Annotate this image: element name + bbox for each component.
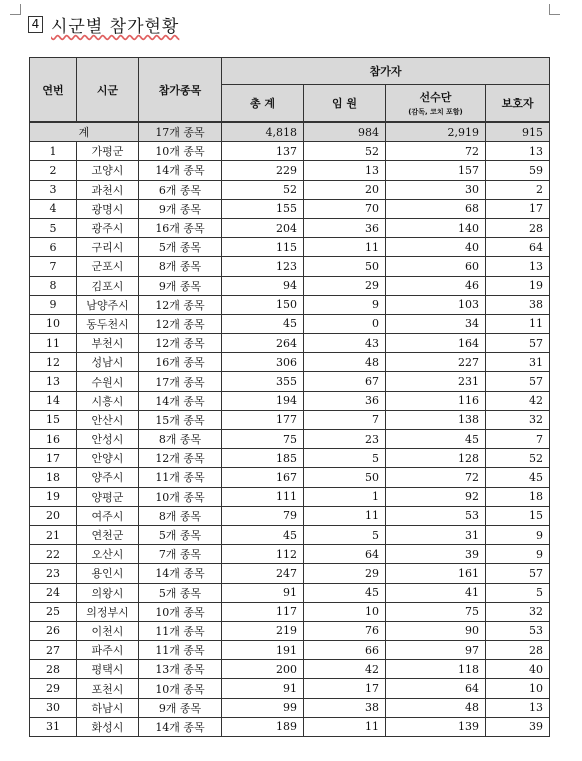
row-no: 28 [30, 660, 77, 679]
row-total: 45 [222, 525, 304, 544]
row-guardians: 19 [486, 276, 550, 295]
table-row [30, 257, 550, 276]
row-events: 13개 종목 [139, 660, 222, 679]
header-events: 참가종목 [139, 58, 222, 123]
row-events: 15개 종목 [139, 410, 222, 429]
row-officials: 7 [304, 410, 386, 429]
table-row [30, 161, 550, 180]
row-events: 12개 종목 [139, 295, 222, 314]
table-row [30, 276, 550, 295]
table-row [30, 238, 550, 257]
row-officials: 64 [304, 545, 386, 564]
header-athletes-note: (감독, 코치 포함) [408, 108, 463, 116]
table-row [30, 602, 550, 621]
row-guardians: 57 [486, 372, 550, 391]
row-no: 22 [30, 545, 77, 564]
row-officials: 76 [304, 621, 386, 640]
row-guardians: 2 [486, 180, 550, 199]
row-no: 26 [30, 621, 77, 640]
table-row [30, 334, 550, 353]
row-total: 200 [222, 660, 304, 679]
row-city: 여주시 [77, 506, 139, 525]
row-officials: 29 [304, 276, 386, 295]
row-officials: 11 [304, 717, 386, 736]
table-row [30, 449, 550, 468]
row-no: 24 [30, 583, 77, 602]
total-officials: 984 [304, 122, 386, 142]
row-city: 수원시 [77, 372, 139, 391]
row-city: 시흥시 [77, 391, 139, 410]
row-no: 19 [30, 487, 77, 506]
row-no: 9 [30, 295, 77, 314]
row-city: 안양시 [77, 449, 139, 468]
table-row [30, 314, 550, 333]
row-no: 4 [30, 199, 77, 218]
row-events: 14개 종목 [139, 391, 222, 410]
row-athletes: 140 [386, 218, 486, 237]
table-row [30, 391, 550, 410]
row-events: 9개 종목 [139, 698, 222, 717]
row-no: 8 [30, 276, 77, 295]
table-row [30, 621, 550, 640]
row-events: 11개 종목 [139, 621, 222, 640]
row-total: 99 [222, 698, 304, 717]
row-guardians: 42 [486, 391, 550, 410]
row-guardians: 13 [486, 698, 550, 717]
row-guardians: 39 [486, 717, 550, 736]
row-total: 75 [222, 430, 304, 449]
row-athletes: 48 [386, 698, 486, 717]
row-guardians: 52 [486, 449, 550, 468]
row-city: 하남시 [77, 698, 139, 717]
row-officials: 5 [304, 525, 386, 544]
row-city: 의정부시 [77, 602, 139, 621]
row-total: 150 [222, 295, 304, 314]
table-row [30, 468, 550, 487]
row-events: 5개 종목 [139, 238, 222, 257]
row-events: 16개 종목 [139, 218, 222, 237]
table-row [30, 372, 550, 391]
row-guardians: 32 [486, 410, 550, 429]
table-row [30, 583, 550, 602]
total-total: 4,818 [222, 122, 304, 142]
header-officials: 임 원 [304, 85, 386, 123]
row-officials: 17 [304, 679, 386, 698]
row-officials: 13 [304, 161, 386, 180]
row-athletes: 53 [386, 506, 486, 525]
row-officials: 70 [304, 199, 386, 218]
row-events: 10개 종목 [139, 487, 222, 506]
row-city: 김포시 [77, 276, 139, 295]
row-total: 91 [222, 583, 304, 602]
row-city: 광주시 [77, 218, 139, 237]
table-row [30, 199, 550, 218]
row-no: 14 [30, 391, 77, 410]
table-row [30, 218, 550, 237]
row-guardians: 32 [486, 602, 550, 621]
row-guardians: 64 [486, 238, 550, 257]
header-total: 총 계 [222, 85, 304, 123]
row-events: 9개 종목 [139, 276, 222, 295]
row-athletes: 40 [386, 238, 486, 257]
row-events: 11개 종목 [139, 468, 222, 487]
row-total: 137 [222, 142, 304, 161]
table-row [30, 679, 550, 698]
row-city: 광명시 [77, 199, 139, 218]
row-officials: 29 [304, 564, 386, 583]
row-no: 10 [30, 314, 77, 333]
row-total: 355 [222, 372, 304, 391]
total-athletes: 2,919 [386, 122, 486, 142]
row-total: 185 [222, 449, 304, 468]
row-officials: 48 [304, 353, 386, 372]
total-label: 계 [30, 122, 139, 142]
row-no: 5 [30, 218, 77, 237]
row-athletes: 227 [386, 353, 486, 372]
row-officials: 10 [304, 602, 386, 621]
row-events: 10개 종목 [139, 679, 222, 698]
row-athletes: 30 [386, 180, 486, 199]
row-no: 16 [30, 430, 77, 449]
row-guardians: 57 [486, 334, 550, 353]
row-events: 12개 종목 [139, 449, 222, 468]
row-officials: 66 [304, 641, 386, 660]
row-total: 91 [222, 679, 304, 698]
row-total: 191 [222, 641, 304, 660]
row-guardians: 45 [486, 468, 550, 487]
row-no: 31 [30, 717, 77, 736]
row-no: 17 [30, 449, 77, 468]
table-row [30, 545, 550, 564]
row-guardians: 9 [486, 545, 550, 564]
row-events: 5개 종목 [139, 525, 222, 544]
participation-table [29, 57, 550, 737]
row-city: 남양주시 [77, 295, 139, 314]
row-total: 167 [222, 468, 304, 487]
row-officials: 23 [304, 430, 386, 449]
row-officials: 9 [304, 295, 386, 314]
table-row [30, 487, 550, 506]
row-events: 8개 종목 [139, 506, 222, 525]
row-events: 10개 종목 [139, 142, 222, 161]
row-athletes: 157 [386, 161, 486, 180]
row-guardians: 17 [486, 199, 550, 218]
table-row [30, 525, 550, 544]
row-officials: 50 [304, 468, 386, 487]
table-row [30, 698, 550, 717]
row-events: 12개 종목 [139, 334, 222, 353]
row-events: 6개 종목 [139, 180, 222, 199]
row-no: 13 [30, 372, 77, 391]
row-events: 10개 종목 [139, 602, 222, 621]
row-athletes: 75 [386, 602, 486, 621]
row-events: 8개 종목 [139, 430, 222, 449]
row-no: 18 [30, 468, 77, 487]
row-athletes: 72 [386, 468, 486, 487]
row-city: 이천시 [77, 621, 139, 640]
row-total: 247 [222, 564, 304, 583]
row-athletes: 41 [386, 583, 486, 602]
row-athletes: 164 [386, 334, 486, 353]
row-events: 7개 종목 [139, 545, 222, 564]
row-athletes: 72 [386, 142, 486, 161]
row-athletes: 139 [386, 717, 486, 736]
row-city: 양주시 [77, 468, 139, 487]
row-city: 용인시 [77, 564, 139, 583]
row-officials: 38 [304, 698, 386, 717]
section-number: 4 [28, 16, 43, 33]
row-guardians: 7 [486, 430, 550, 449]
row-officials: 5 [304, 449, 386, 468]
row-officials: 45 [304, 583, 386, 602]
table-row [30, 564, 550, 583]
total-events: 17개 종목 [139, 122, 222, 142]
row-guardians: 53 [486, 621, 550, 640]
row-total: 306 [222, 353, 304, 372]
row-athletes: 60 [386, 257, 486, 276]
row-athletes: 118 [386, 660, 486, 679]
section-title [28, 12, 179, 36]
row-events: 17개 종목 [139, 372, 222, 391]
row-officials: 52 [304, 142, 386, 161]
row-officials: 11 [304, 238, 386, 257]
row-guardians: 10 [486, 679, 550, 698]
total-row [30, 122, 550, 142]
row-total: 123 [222, 257, 304, 276]
table-row [30, 641, 550, 660]
table-row [30, 180, 550, 199]
row-athletes: 64 [386, 679, 486, 698]
row-total: 52 [222, 180, 304, 199]
row-events: 14개 종목 [139, 717, 222, 736]
row-officials: 42 [304, 660, 386, 679]
row-guardians: 9 [486, 525, 550, 544]
row-total: 111 [222, 487, 304, 506]
row-total: 229 [222, 161, 304, 180]
row-athletes: 128 [386, 449, 486, 468]
row-events: 8개 종목 [139, 257, 222, 276]
row-guardians: 57 [486, 564, 550, 583]
row-officials: 11 [304, 506, 386, 525]
section-title-text: 시군별 참가현황 [51, 16, 180, 37]
row-officials: 20 [304, 180, 386, 199]
row-athletes: 161 [386, 564, 486, 583]
table-row [30, 430, 550, 449]
table-row [30, 660, 550, 679]
row-officials: 67 [304, 372, 386, 391]
row-events: 14개 종목 [139, 564, 222, 583]
row-city: 양평군 [77, 487, 139, 506]
row-events: 14개 종목 [139, 161, 222, 180]
row-guardians: 15 [486, 506, 550, 525]
row-city: 화성시 [77, 717, 139, 736]
row-no: 7 [30, 257, 77, 276]
row-guardians: 28 [486, 218, 550, 237]
row-no: 20 [30, 506, 77, 525]
total-guardians: 915 [486, 122, 550, 142]
row-athletes: 116 [386, 391, 486, 410]
row-athletes: 231 [386, 372, 486, 391]
row-athletes: 46 [386, 276, 486, 295]
row-city: 평택시 [77, 660, 139, 679]
header-participants: 참가자 [222, 58, 550, 85]
table-row [30, 142, 550, 161]
row-city: 과천시 [77, 180, 139, 199]
row-guardians: 31 [486, 353, 550, 372]
row-no: 2 [30, 161, 77, 180]
row-guardians: 28 [486, 641, 550, 660]
row-officials: 43 [304, 334, 386, 353]
row-no: 29 [30, 679, 77, 698]
row-city: 동두천시 [77, 314, 139, 333]
row-total: 264 [222, 334, 304, 353]
row-no: 1 [30, 142, 77, 161]
row-events: 11개 종목 [139, 641, 222, 660]
row-events: 9개 종목 [139, 199, 222, 218]
header-no: 연번 [30, 58, 77, 123]
row-city: 부천시 [77, 334, 139, 353]
row-guardians: 11 [486, 314, 550, 333]
row-no: 27 [30, 641, 77, 660]
page-corner-mark-right [549, 4, 560, 15]
row-no: 23 [30, 564, 77, 583]
row-guardians: 18 [486, 487, 550, 506]
row-guardians: 13 [486, 257, 550, 276]
row-athletes: 92 [386, 487, 486, 506]
row-guardians: 40 [486, 660, 550, 679]
row-events: 5개 종목 [139, 583, 222, 602]
table-row [30, 353, 550, 372]
row-total: 219 [222, 621, 304, 640]
row-no: 3 [30, 180, 77, 199]
row-total: 194 [222, 391, 304, 410]
row-city: 연천군 [77, 525, 139, 544]
row-officials: 50 [304, 257, 386, 276]
row-guardians: 59 [486, 161, 550, 180]
row-no: 6 [30, 238, 77, 257]
row-city: 오산시 [77, 545, 139, 564]
row-total: 204 [222, 218, 304, 237]
row-athletes: 31 [386, 525, 486, 544]
row-city: 안성시 [77, 430, 139, 449]
row-athletes: 97 [386, 641, 486, 660]
row-city: 안산시 [77, 410, 139, 429]
row-total: 115 [222, 238, 304, 257]
header-athletes [386, 85, 486, 123]
row-city: 가평군 [77, 142, 139, 161]
row-no: 11 [30, 334, 77, 353]
row-city: 군포시 [77, 257, 139, 276]
row-no: 12 [30, 353, 77, 372]
row-guardians: 38 [486, 295, 550, 314]
row-total: 79 [222, 506, 304, 525]
row-guardians: 5 [486, 583, 550, 602]
row-no: 30 [30, 698, 77, 717]
page-corner-mark-left [10, 4, 21, 15]
header-athletes-label: 선수단 [419, 91, 452, 104]
row-total: 189 [222, 717, 304, 736]
table-row [30, 506, 550, 525]
row-guardians: 13 [486, 142, 550, 161]
row-city: 성남시 [77, 353, 139, 372]
table-row [30, 410, 550, 429]
row-no: 21 [30, 525, 77, 544]
row-total: 112 [222, 545, 304, 564]
row-city: 포천시 [77, 679, 139, 698]
row-city: 의왕시 [77, 583, 139, 602]
row-officials: 36 [304, 218, 386, 237]
row-athletes: 45 [386, 430, 486, 449]
row-total: 155 [222, 199, 304, 218]
row-athletes: 34 [386, 314, 486, 333]
row-officials: 0 [304, 314, 386, 333]
header-guardians: 보호자 [486, 85, 550, 123]
row-total: 45 [222, 314, 304, 333]
row-athletes: 39 [386, 545, 486, 564]
row-city: 파주시 [77, 641, 139, 660]
row-athletes: 68 [386, 199, 486, 218]
header-city: 시군 [77, 58, 139, 123]
row-no: 15 [30, 410, 77, 429]
row-events: 12개 종목 [139, 314, 222, 333]
row-officials: 36 [304, 391, 386, 410]
row-total: 94 [222, 276, 304, 295]
row-events: 16개 종목 [139, 353, 222, 372]
row-city: 구리시 [77, 238, 139, 257]
row-athletes: 90 [386, 621, 486, 640]
row-total: 117 [222, 602, 304, 621]
row-city: 고양시 [77, 161, 139, 180]
row-no: 25 [30, 602, 77, 621]
row-total: 177 [222, 410, 304, 429]
table-row [30, 295, 550, 314]
row-officials: 1 [304, 487, 386, 506]
table-row [30, 717, 550, 736]
row-athletes: 138 [386, 410, 486, 429]
row-athletes: 103 [386, 295, 486, 314]
